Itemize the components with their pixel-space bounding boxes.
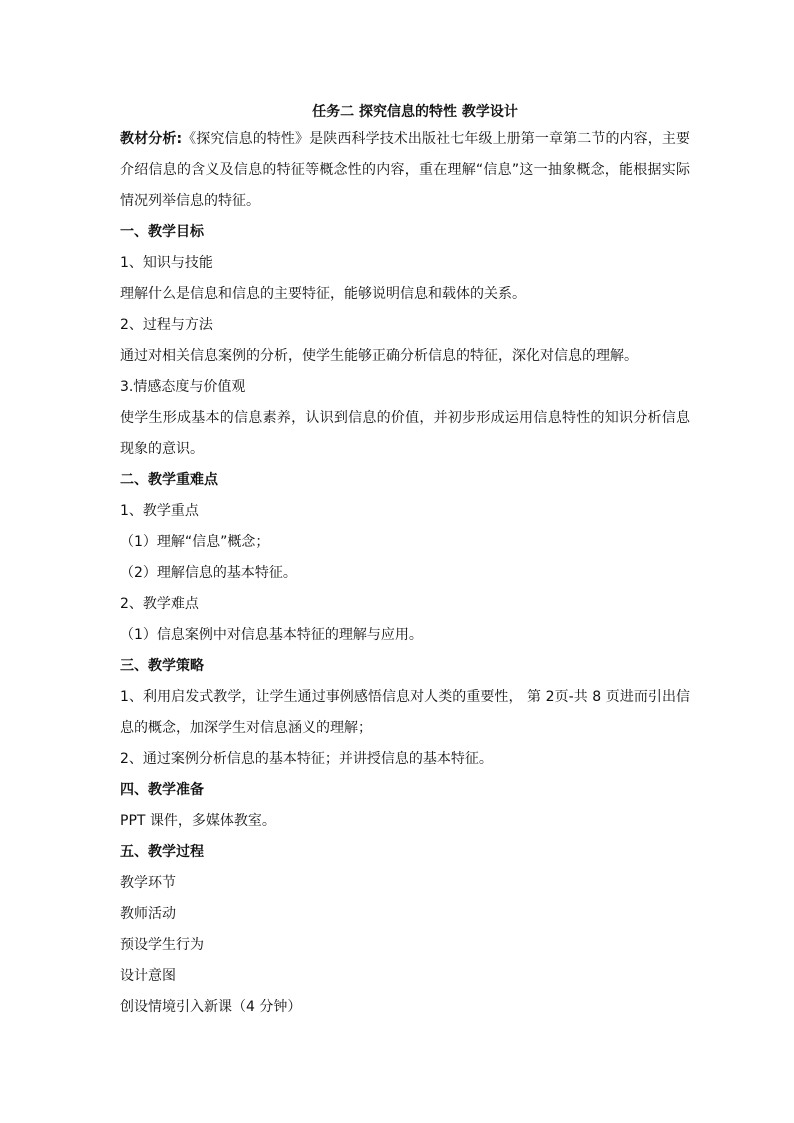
intro-label: 教材分析: xyxy=(120,131,183,147)
intro-paragraph xyxy=(120,124,690,217)
subheading-knowledge-skills: 1、知识与技能 xyxy=(120,255,213,271)
subheading-attitude-values: 3.情感态度与价值观 xyxy=(120,379,246,395)
paragraph-preparation: PPT 课件，多媒体教室。 xyxy=(120,813,276,829)
intro-text: 《探究信息的特性》是陕西科学技术出版社七年级上册第一章第二节的内容，主要介绍信息的含义及信息的特征等概念性的内容，重在理解“信息”这一抽象概念，能根据实际情况列举信息的特征。 xyxy=(120,131,690,209)
document-title: 任务二 探究信息的特性 教学设计 xyxy=(312,104,518,120)
list-item-key-1: （1）理解“信息”概念； xyxy=(120,534,270,550)
paragraph-strategy-2: 2、通过案例分析信息的基本特征；并讲授信息的基本特征。 xyxy=(120,751,493,767)
section-heading-key-points: 二、教学重难点 xyxy=(120,472,218,488)
section-heading-strategy: 三、教学策略 xyxy=(120,658,204,674)
list-item-difficulty-1: （1）信息案例中对信息基本特征的理解与应用。 xyxy=(120,627,423,643)
table-cell-stage: 教学环节 xyxy=(120,875,176,891)
paragraph-knowledge: 理解什么是信息和信息的主要特征，能够说明信息和载体的关系。 xyxy=(120,286,526,302)
subheading-process-method: 2、过程与方法 xyxy=(120,317,213,333)
section-heading-objectives: 一、教学目标 xyxy=(120,224,204,240)
table-cell-student-behavior: 预设学生行为 xyxy=(120,937,204,953)
section-heading-process: 五、教学过程 xyxy=(120,844,204,860)
subheading-key-point: 1、教学重点 xyxy=(120,503,199,519)
paragraph-strategy-1: 1、利用启发式教学，让学生通过事例感悟信息对人类的重要性， 第 2页-共 8 页进而引出信息的概念，加深学生对信息涵义的理解； xyxy=(120,689,690,736)
list-item-key-2: （2）理解信息的基本特征。 xyxy=(120,565,297,581)
table-cell-intro-scenario: 创设情境引入新课（4 分钟） xyxy=(120,999,302,1015)
table-cell-design-intent: 设计意图 xyxy=(120,968,176,984)
paragraph-attitude: 使学生形成基本的信息素养，认识到信息的价值，并初步形成运用信息特性的知识分析信息现象的意识。 xyxy=(120,410,690,457)
paragraph-process: 通过对相关信息案例的分析，使学生能够正确分析信息的特征，深化对信息的理解。 xyxy=(120,348,638,364)
table-cell-teacher-activity: 教师活动 xyxy=(120,906,176,922)
section-heading-preparation: 四、教学准备 xyxy=(120,782,204,798)
subheading-difficulty: 2、教学难点 xyxy=(120,596,199,612)
